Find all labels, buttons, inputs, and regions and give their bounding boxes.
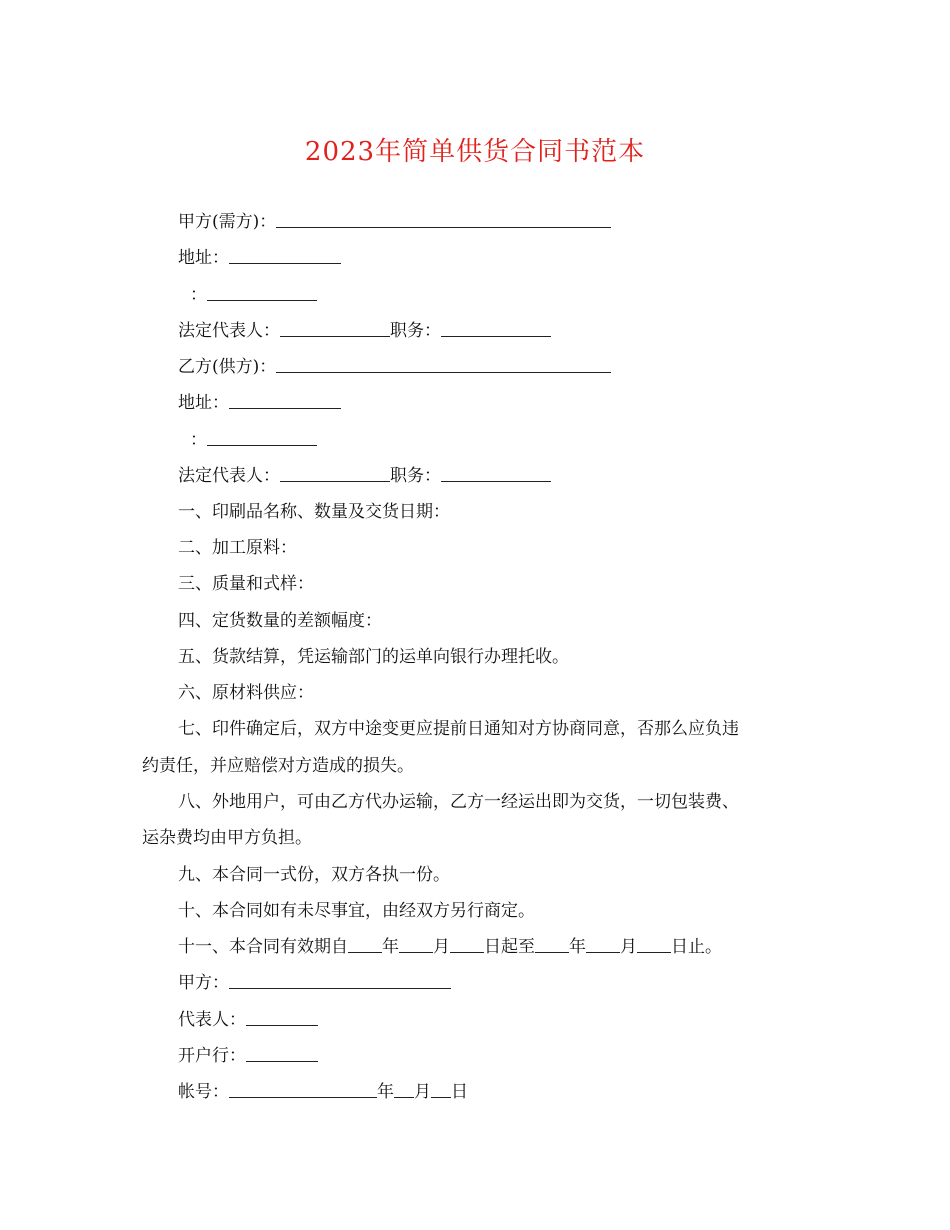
position-label: 职务：: [390, 321, 441, 341]
start-day-blank: [450, 936, 484, 953]
end-month-blank: [586, 936, 620, 953]
extra-blank: [207, 284, 317, 301]
year-label: 年: [569, 937, 586, 957]
extra-blank: [207, 429, 317, 446]
sig-party-a-label: 甲方：: [178, 973, 229, 993]
legal-rep-label: 法定代表人：: [178, 321, 280, 341]
start-month-blank: [399, 936, 433, 953]
party-a-extra-line: [142, 284, 860, 306]
sig-party-a-blank: [229, 972, 451, 989]
page-title: 2023年简单供货合同书范本: [304, 137, 646, 167]
clause-8-line-1: 八、外地用户，可由乙方代办运输，乙方一经运出即为交货，一切包装费、: [178, 792, 739, 812]
party-a-label: 甲方(需方)：: [178, 212, 277, 232]
start-year-blank: [348, 936, 382, 953]
position-label: 职务：: [390, 466, 441, 486]
month-label: 月: [433, 937, 450, 957]
clause-10: 十、本合同如有未尽事宜，由经双方另行商定。: [178, 901, 535, 921]
end-year-blank: [535, 936, 569, 953]
sig-bank-label: 开户行：: [178, 1046, 246, 1066]
position-blank: [441, 465, 551, 482]
sig-month-label: 月: [414, 1082, 431, 1102]
party-b-label: 乙方(供方)：: [178, 357, 277, 377]
address-blank: [229, 392, 341, 409]
address-label: 地址：: [178, 248, 229, 268]
signature-bank: [142, 1045, 848, 1067]
sig-account-label: 帐号：: [178, 1082, 229, 1102]
party-a-blank: [276, 211, 611, 228]
clause-7-line-2: 约责任，并应赔偿对方造成的损失。: [142, 756, 414, 776]
party-a-rep-line: [142, 320, 848, 342]
party-b-rep-line: [142, 465, 848, 487]
address-blank: [229, 247, 341, 264]
position-blank: [441, 320, 551, 337]
day-from-label: 日起至: [484, 937, 535, 957]
sig-bank-blank: [246, 1045, 318, 1062]
party-b-line: [142, 356, 848, 378]
sig-day-label: 日: [451, 1082, 468, 1102]
clause-8-line-2: 运杂费均由甲方负担。: [142, 828, 312, 848]
clause-11: [142, 936, 848, 958]
sig-rep-label: 代表人：: [178, 1010, 246, 1030]
colon-label: ：: [190, 430, 207, 450]
legal-rep-label: 法定代表人：: [178, 466, 280, 486]
day-to-label: 日止。: [671, 937, 722, 957]
party-b-extra-line: [142, 429, 860, 451]
end-day-blank: [637, 936, 671, 953]
sig-rep-blank: [246, 1009, 318, 1026]
sig-month-blank: [394, 1081, 414, 1098]
clause-11-prefix: 十一、本合同有效期自: [178, 937, 348, 957]
clause-1: 一、印刷品名称、数量及交货日期：: [178, 502, 450, 522]
colon-label: ：: [190, 285, 207, 305]
party-a-line: [142, 211, 848, 233]
address-label: 地址：: [178, 393, 229, 413]
party-b-blank: [276, 356, 611, 373]
party-b-address-line: [142, 392, 848, 414]
clause-9: 九、本合同一式份，双方各执一份。: [178, 865, 450, 885]
legal-rep-blank: [280, 320, 390, 337]
clause-5: 五、货款结算，凭运输部门的运单向银行办理托收。: [178, 647, 569, 667]
sig-year-label: 年: [377, 1082, 394, 1102]
clause-7-line-1: 七、印件确定后，双方中途变更应提前日通知对方协商同意，否那么应负违: [178, 719, 739, 739]
signature-account: [142, 1081, 848, 1103]
signature-rep: [142, 1009, 848, 1031]
clause-6: 六、原材料供应：: [178, 683, 314, 703]
signature-party-a: [142, 972, 848, 994]
year-label: 年: [382, 937, 399, 957]
clause-4: 四、定货数量的差额幅度：: [178, 611, 382, 631]
legal-rep-blank: [280, 465, 390, 482]
sig-account-blank: [229, 1081, 377, 1098]
clause-3: 三、质量和式样：: [178, 574, 314, 594]
month-label: 月: [620, 937, 637, 957]
party-a-address-line: [142, 247, 848, 269]
sig-day-blank: [431, 1081, 451, 1098]
clause-2: 二、加工原料：: [178, 538, 297, 558]
